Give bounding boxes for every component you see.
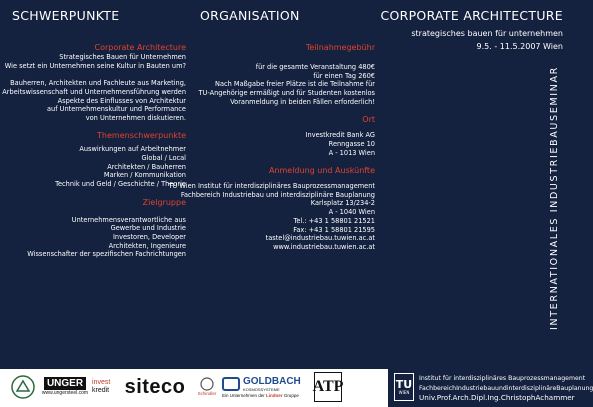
zielgruppe-line: Wissenschafter der spezifischen Fachrichtungen [27,250,186,259]
ort-line: Renngasse 10 [328,139,375,148]
gebuehr-line: für die gesamte Veranstaltung 480€ [255,63,375,71]
tu-line: Univ.Prof.Arch.Dipl.Ing.ChristophAchammer [419,393,575,402]
themen-line: Technik und Geld / Geschichte / Theorie [55,180,186,189]
ort-line: A - 1013 Wien [328,148,375,157]
tu-wien-logo [394,373,414,401]
themen-line: Global / Local [141,154,186,162]
siteco-logo: siteco [124,375,186,398]
unger-wordmark: UNGER [44,377,86,390]
section-heading-corporate: Corporate Architecture [94,43,186,52]
event-date: 9.5. - 11.5.2007 Wien [476,42,563,51]
gebuehr-line: TU-Angehörige ermäßigt und für Studenten kostenlos [198,89,375,98]
intro-line: Aspekte des Einflusses von Architektur [57,96,186,105]
intro-line: von Unternehmen diskutieren. [85,113,186,122]
tu-line: FachbereichIndustriebauundinterdisziplinäreBauplanung [419,384,593,392]
header-corporate-architecture: CORPORATE ARCHITECTURE [380,8,563,23]
zielgruppe-line: Architekten, Ingenieure [108,241,186,250]
emblem-icon [11,375,35,399]
ort-line: Investkredit Bank AG [305,131,375,140]
zielgruppe-line: Unternehmensverantwortliche aus [71,215,186,224]
tu-wordmark: TU [395,378,413,391]
intro-line: Arbeitswissenschaft und Unternehmensführung werden [2,87,186,96]
anmeldung-line: TU Wien Institut für interdisziplinäres Bauprozessmanagement [168,182,375,190]
section-heading-themen: Themenschwerpunkte [97,131,186,141]
fax-line: Fax: +43 1 58801 21595 [293,225,375,234]
website-link[interactable]: www.industriebau.tuwien.ac.at [273,242,375,251]
anmeldung-line: Karlsplatz 13/234-2 [310,199,375,208]
tu-institute-text [419,374,593,403]
section-heading-zielgruppe: Zielgruppe [142,197,186,207]
gebuehr-line: für einen Tag 260€ [313,71,375,80]
goldbach-logo [222,372,310,402]
kredit-word: kredit [92,387,110,394]
vertical-seminar-title: INTERNATIONALES INDUSTRIEBAUSEMINAR [549,66,560,330]
anmeldung-line: A - 1040 Wien [328,208,375,217]
schindler-logo [196,372,218,402]
corporate-line: Wie setzt ein Unternehmen seine Kultur in Bauten um? [4,61,186,70]
subtitle: strategisches bauen für unternehmen [411,29,563,38]
wien-wordmark: WIEN [398,390,410,395]
sponsor-emblem-logo [10,372,36,402]
unger-url: www.ungersteel.com [41,390,89,396]
intro-line: Bauherren, Architekten und Fachleute aus Marketing, [10,79,186,88]
section-heading-gebuehr: Teilnahmegebühr [305,43,375,52]
themen-line: Architekten / Bauherren [107,162,186,171]
schindler-wordmark: Schindler [197,391,217,396]
goldbach-wordmark: GOLDBACH [243,375,301,387]
middle-column [168,43,375,252]
intro-line: auf Unternehmenskultur und Performance [46,105,186,114]
themen-line: Auswirkungen auf Arbeitnehmer [79,145,186,154]
invest-word: invest [92,379,111,386]
schindler-icon [200,377,214,391]
header-schwerpunkte: SCHWERPUNKTE [12,8,120,23]
section-heading-anmeldung: Anmeldung und Auskünfte [268,166,375,175]
themen-line: Marken / Kommunikation [103,171,186,180]
goldbach-sub: KOSMOSSYSTEME [243,386,280,392]
email-link[interactable]: tastel@industriebau.tuwien.ac.at [265,234,375,243]
gebuehr-line: Nach Maßgabe freier Plätze ist die Teilnahme für [215,80,375,89]
section-heading-ort: Ort [362,115,375,125]
phone-line: Tel.: +43 1 58801 21521 [293,216,375,225]
zielgruppe-line: Gewerbe und Industrie [110,224,186,233]
atp-logo: ATP [314,372,342,402]
investkredit-logo [92,372,116,402]
gebuehr-line: Voranmeldung in beiden Fällen erforderlich! [230,97,375,106]
goldbach-tagline: Ein Unternehmen der Lindner Gruppe [222,392,299,398]
tu-line: Institut für interdisziplinäres Bauprozessmanagement [419,375,586,382]
corporate-line: Strategisches Bauen für Unternehmen [59,53,186,61]
goldbach-icon [222,377,240,391]
header-organisation: ORGANISATION [200,8,300,23]
zielgruppe-line: Investoren, Developer [112,232,186,241]
tu-wien-block [388,369,593,407]
unger-logo [38,372,92,402]
left-column [2,43,186,259]
anmeldung-line: Fachbereich Industriebau und interdisziplinäre Bauplanung [180,190,375,199]
